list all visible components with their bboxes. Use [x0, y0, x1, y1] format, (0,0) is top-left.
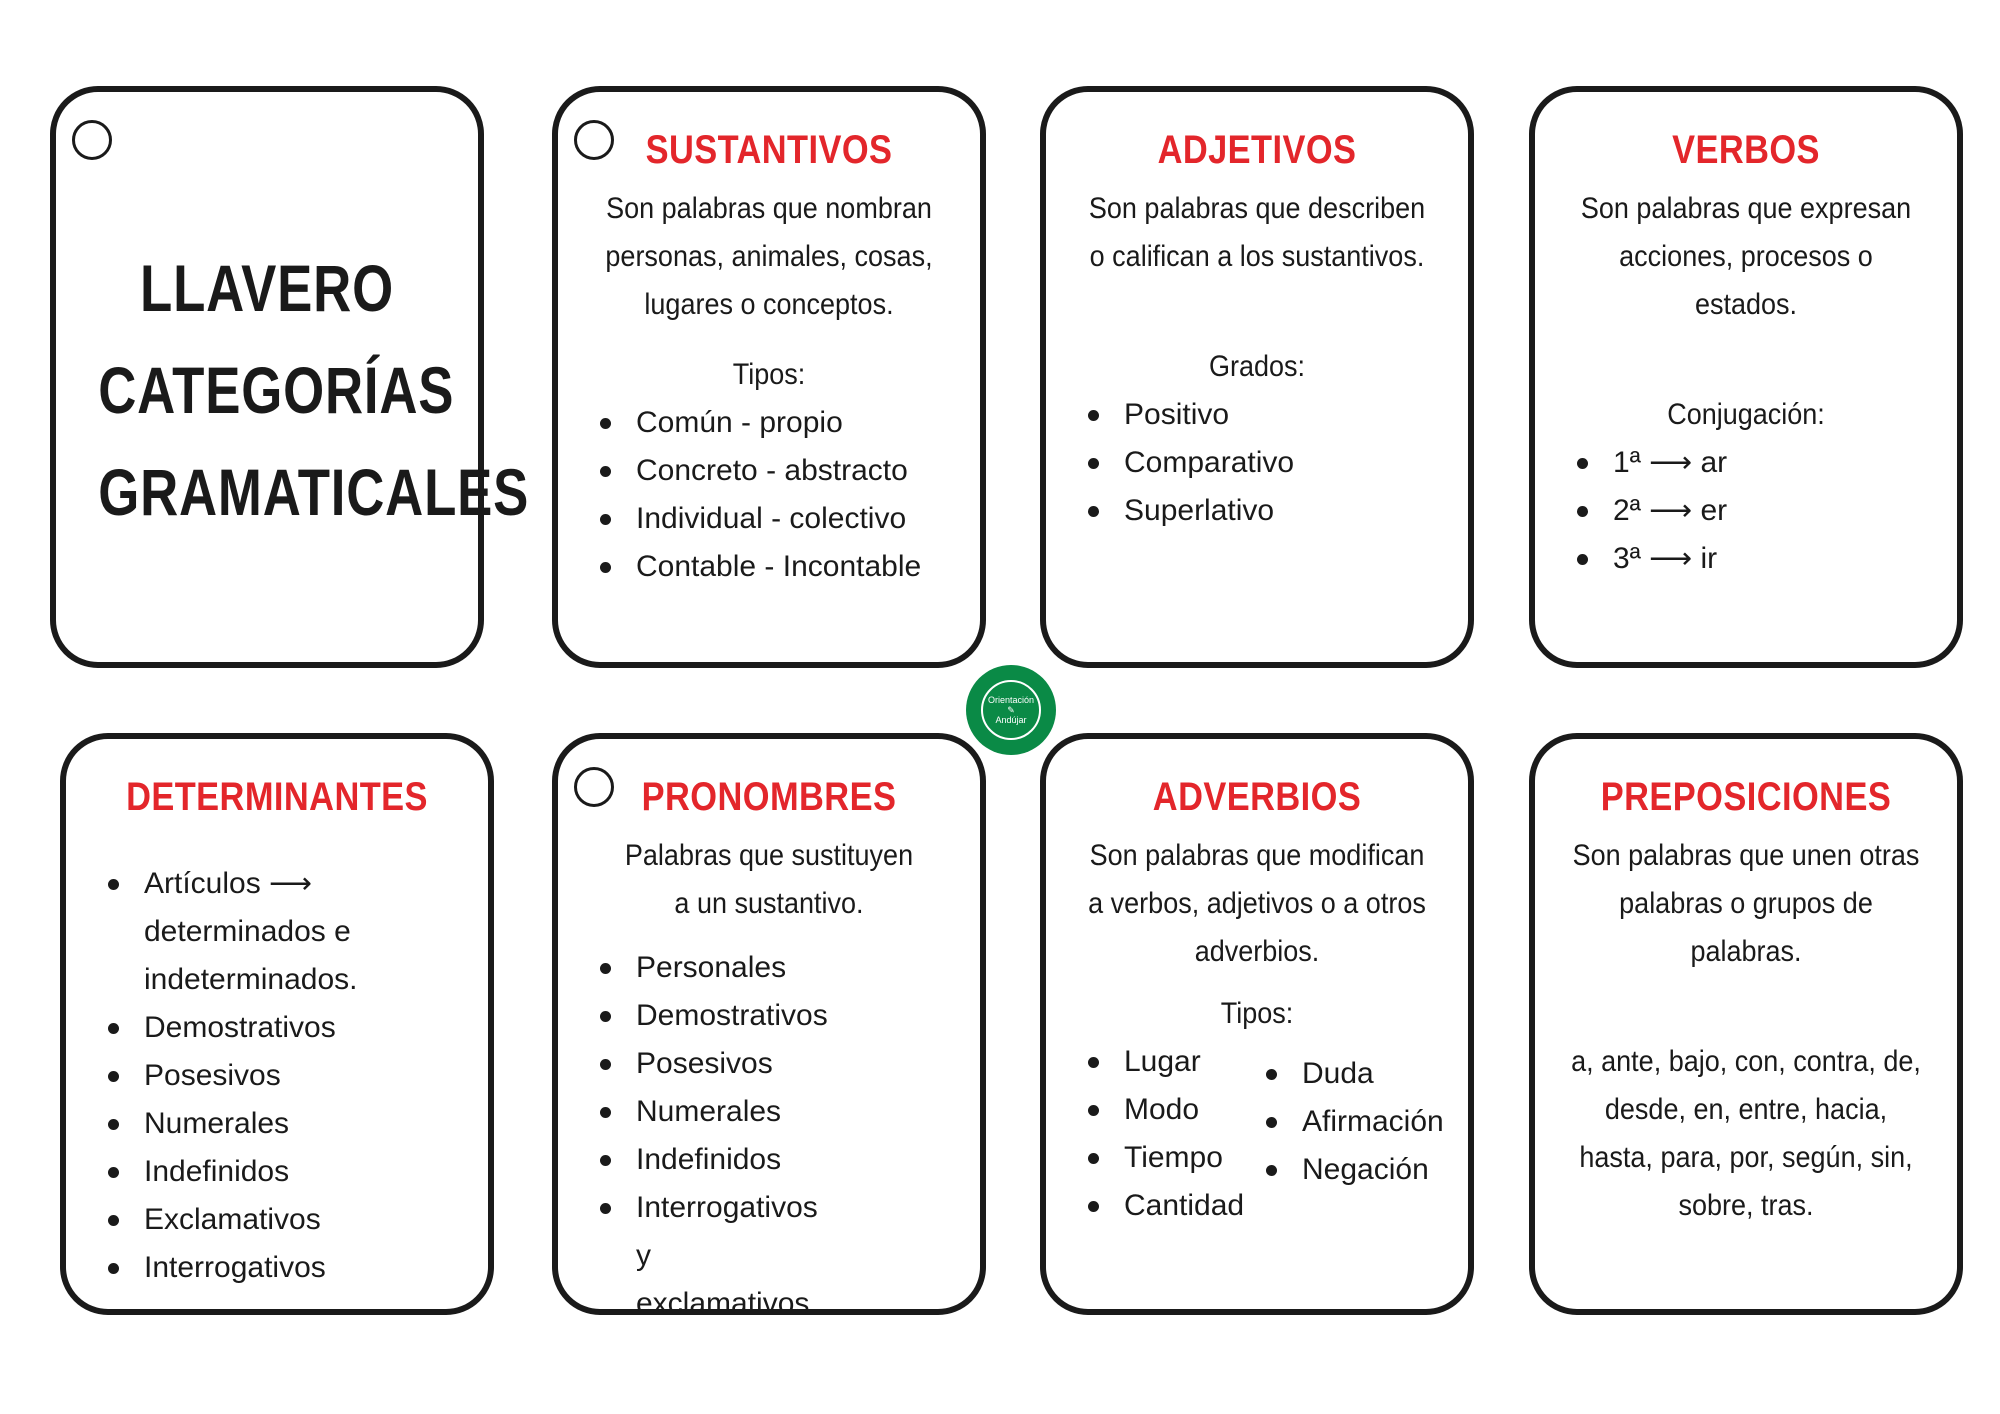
list-item: Posesivos	[594, 1040, 960, 1088]
keyring-hole	[72, 120, 112, 160]
card-determinantes	[60, 733, 494, 1315]
preposition-list: a, ante, bajo, con, contra, de, desde, en, entre, hacia, hasta, para, por, según, sin, sobre, tras.	[1571, 1045, 1921, 1222]
card-sustantivos	[552, 86, 986, 668]
card-verbos	[1529, 86, 1963, 668]
card-pronombres	[552, 733, 986, 1320]
card-list	[558, 944, 980, 1328]
list-item: Negación	[1260, 1146, 1444, 1194]
list-item: Demostrativos	[102, 1004, 478, 1052]
card-title: DETERMINANTES	[126, 775, 428, 819]
list-item: Superlativo	[1082, 487, 1468, 535]
card-subheading: Tipos:	[732, 358, 806, 391]
card-description: Son palabras que unen otras palabras o grupos de palabras.	[1572, 839, 1920, 968]
list-item: Personales	[594, 944, 960, 992]
card-subheading: Tipos:	[1220, 997, 1294, 1030]
card-preposiciones	[1529, 733, 1963, 1315]
list-item: Positivo	[1082, 391, 1468, 439]
cover-card	[50, 86, 530, 668]
card-list-right	[1260, 1050, 1444, 1230]
card-list	[1046, 391, 1468, 535]
list-item: Modo	[1082, 1086, 1260, 1134]
card-list	[558, 399, 980, 591]
list-item: Común - propio	[594, 399, 980, 447]
list-item: Demostrativos	[594, 992, 960, 1040]
card-title: PREPOSICIONES	[1600, 775, 1892, 819]
card-subheading: Grados:	[1208, 350, 1306, 383]
list-item: Indefinidos	[102, 1148, 478, 1196]
card-adjetivos	[1040, 86, 1474, 668]
adverb-types-columns	[1046, 1038, 1468, 1230]
cover-title-line: CATEGORÍAS	[98, 353, 455, 427]
card-list	[1535, 439, 1957, 583]
list-item: 2ª ⟶ er	[1571, 487, 1957, 535]
list-item: Duda	[1260, 1050, 1444, 1098]
list-item: Individual - colectivo	[594, 495, 980, 543]
logo-badge	[981, 680, 1041, 740]
list-item: Interrogativos y exclamativos.	[594, 1184, 826, 1328]
list-item: Cantidad	[1082, 1182, 1260, 1230]
list-item: Indefinidos	[594, 1136, 960, 1184]
logo-text-line2: Andújar	[995, 715, 1027, 725]
list-item: Lugar	[1082, 1038, 1260, 1086]
list-item: Numerales	[102, 1100, 478, 1148]
list-item: Posesivos	[102, 1052, 478, 1100]
cover-title-line: LLAVERO	[140, 251, 394, 325]
card-description: Son palabras que nombran personas, animales, cosas, lugares o conceptos.	[605, 192, 933, 321]
cover-title	[98, 237, 530, 543]
list-item: 1ª ⟶ ar	[1571, 439, 1957, 487]
list-item: Comparativo	[1082, 439, 1468, 487]
logo-text-line1: Orientación	[987, 695, 1035, 705]
card-description: Son palabras que modifican a verbos, adjetivos o a otros adverbios.	[1088, 839, 1426, 968]
card-title: ADVERBIOS	[1152, 775, 1362, 819]
card-title: ADJETIVOS	[1157, 128, 1357, 172]
card-description: Son palabras que expresan acciones, procesos o estados.	[1580, 192, 1912, 321]
list-item: Afirmación	[1260, 1098, 1444, 1146]
list-item: Numerales	[594, 1088, 960, 1136]
card-title: VERBOS	[1672, 128, 1820, 172]
orientacion-andujar-logo	[966, 665, 1056, 755]
list-item: Contable - Incontable	[594, 543, 980, 591]
card-title: SUSTANTIVOS	[645, 128, 893, 172]
list-item: Tiempo	[1082, 1134, 1260, 1182]
pencil-icon: ✎	[1007, 705, 1015, 715]
card-description: Son palabras que describen o califican a los sustantivos.	[1088, 192, 1426, 273]
list-item: Artículos ⟶ determinados e indeterminados.	[102, 860, 478, 1004]
card-description: Palabras que sustituyen a un sustantivo.	[624, 839, 914, 920]
card-list-left	[1082, 1038, 1260, 1230]
cover-title-line: GRAMATICALES	[98, 455, 530, 529]
card-title: PRONOMBRES	[641, 775, 897, 819]
list-item: Concreto - abstracto	[594, 447, 980, 495]
card-subheading: Conjugación:	[1667, 398, 1825, 431]
list-item: 3ª ⟶ ir	[1571, 535, 1957, 583]
list-item: Exclamativos	[102, 1196, 478, 1244]
list-item: Interrogativos	[102, 1244, 478, 1292]
card-adverbios	[1040, 733, 1474, 1315]
card-list	[66, 860, 488, 1292]
